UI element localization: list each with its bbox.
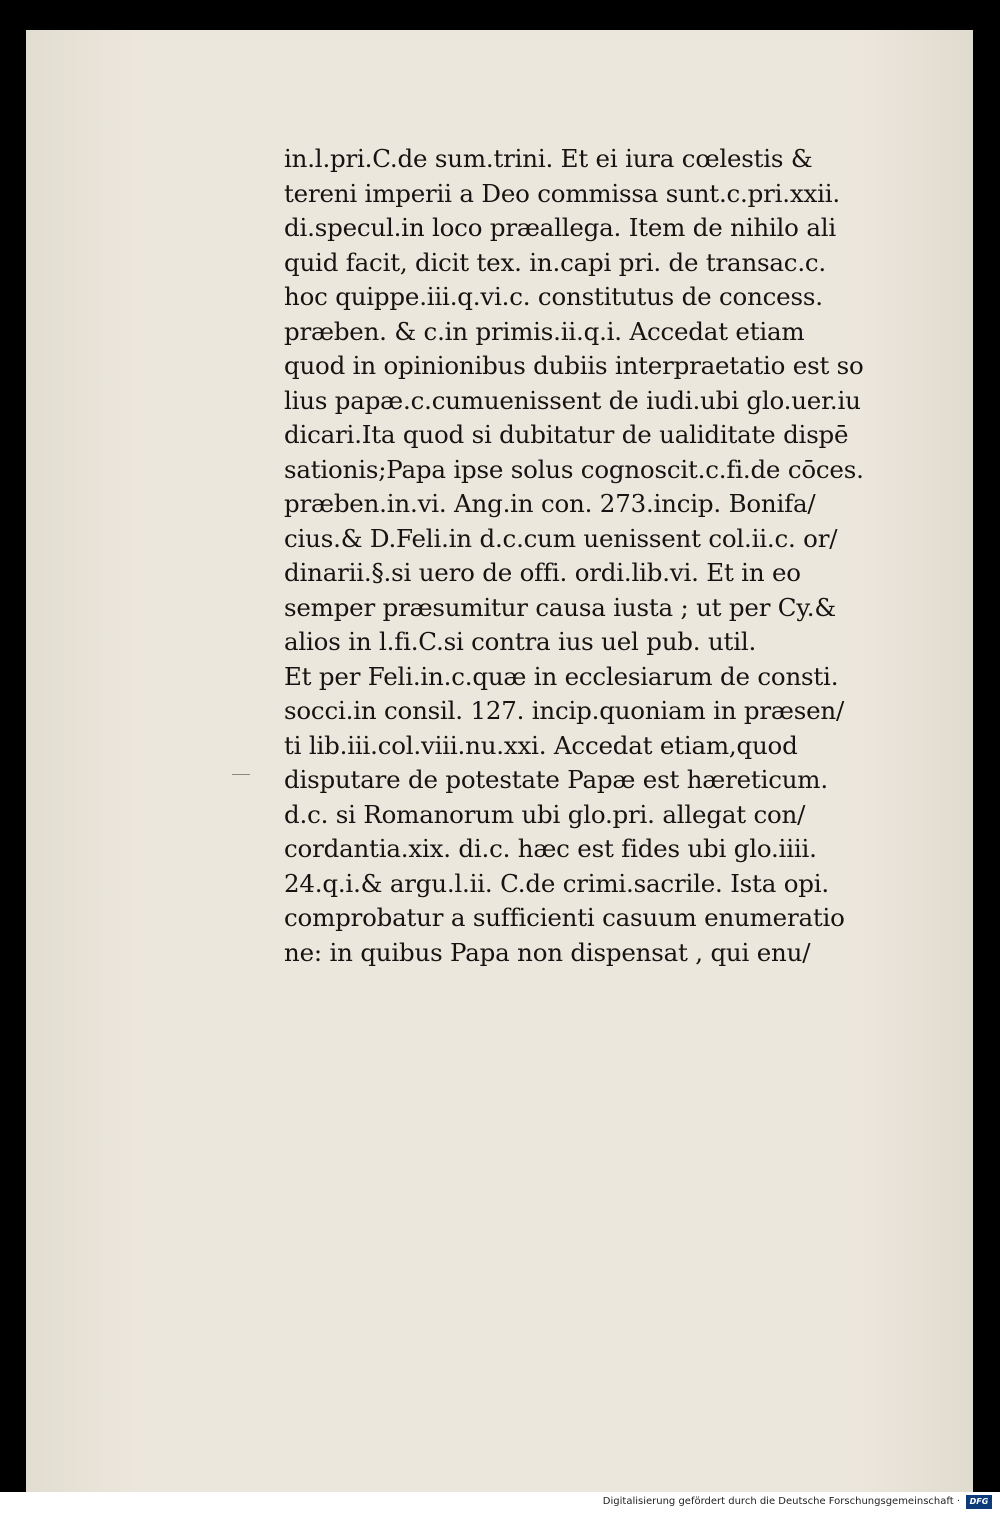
text-line: Et per Feli.in.c.quæ in ecclesiarum de consti.	[284, 661, 839, 691]
text-line: semper præsumitur causa iusta ; ut per Cy.&	[284, 592, 836, 622]
footer-credit: Digitalisierung gefördert durch die Deutsche Forschungsgemeinschaft ·	[602, 1496, 960, 1507]
text-line: comprobatur a sufficienti casuum enumeratio	[284, 903, 845, 932]
text-line: sationis;Papa ipse solus cognoscit.c.fi.de cōces.	[284, 454, 864, 484]
text-line: præben.in.vi. Ang.in con. 273.incip. Bonifa/	[284, 489, 816, 518]
text-line: ne: in quibus Papa non dispensat , qui enu/	[284, 937, 811, 967]
footer-bar	[0, 1492, 1000, 1514]
text-line: disputare de potestate Papæ est hæreticum.	[284, 765, 828, 794]
text-line: dinarii.§.si uero de offi. ordi.lib.vi. Et in eo	[284, 558, 801, 587]
text-line: quod in opinionibus dubiis interpraetatio est so	[284, 351, 864, 380]
text-line: d.c. si Romanorum ubi glo.pri. allegat con/	[284, 799, 806, 829]
text-line: di.specul.in loco præallega. Item de nihilo ali	[284, 213, 836, 242]
dfg-logo: DFG	[966, 1495, 992, 1509]
text-line: tereni imperii a Deo commissa sunt.c.pri.xxii.	[284, 178, 840, 208]
text-line: in.l.pri.C.de sum.trini. Et ei iura cœlestis &	[284, 144, 813, 173]
text-line: cius.& D.Feli.in d.c.cum uenissent col.ii.c. or/	[284, 523, 838, 553]
text-line: cordantia.xix. di.c. hæc est fides ubi glo.iiii.	[284, 834, 817, 863]
text-line: socci.in consil. 127. incip.quoniam in præsen/	[284, 696, 845, 725]
text-line: 24.q.i.& argu.l.ii. C.de crimi.sacrile. Ista opi.	[284, 868, 829, 898]
text-line: lius papæ.c.cumuenissent de iudi.ubi glo.uer.iu	[284, 385, 861, 415]
text-line: alios in l.fi.C.si contra ius uel pub. util.	[284, 627, 757, 656]
text-line: dicari.Ita quod si dubitatur de ualiditate dispē	[284, 420, 849, 449]
text-line: ti lib.iii.col.viii.nu.xxi. Accedat etiam,quod	[284, 730, 798, 760]
text-line: quid facit, dicit tex. in.capi pri. de transac.c.	[284, 247, 827, 277]
page-text-block	[284, 142, 904, 970]
text-line: præben. & c.in primis.ii.q.i. Accedat etiam	[284, 316, 805, 346]
margin-mark	[232, 774, 250, 775]
text-line: hoc quippe.iii.q.vi.c. constitutus de concess.	[284, 282, 823, 311]
